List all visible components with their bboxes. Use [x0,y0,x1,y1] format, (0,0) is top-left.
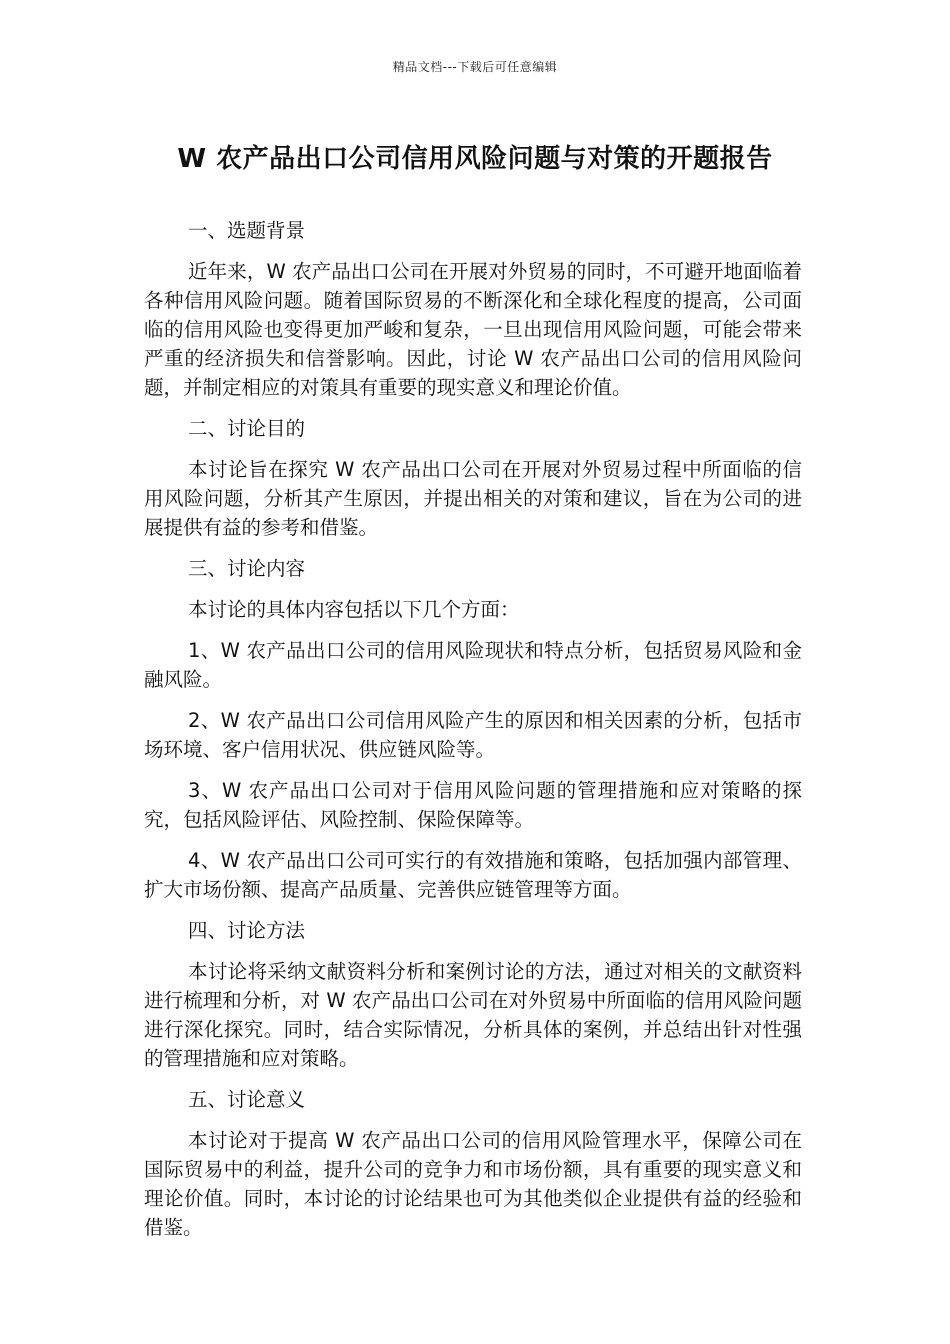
list-item: 3、W 农产品出口公司对于信用风险问题的管理措施和应对策略的探究，包括风险评估、风险控制、保险保障等。 [144,779,802,831]
list-item: 4、W 农产品出口公司可实行的有效措施和策略，包括加强内部管理、扩大市场份额、提高产品质量、完善供应链管理等方面。 [144,849,802,901]
list-item: 1、W 农产品出口公司的信用风险现状和特点分析，包括贸易风险和金融风险。 [144,639,802,691]
section-content [144,554,802,904]
paragraph: 本讨论对于提高 W 农产品出口公司的信用风险管理水平，保障公司在国际贸易中的利益，提升公司的竞争力和市场份额，具有重要的现实意义和理论价值。同时，本讨论的讨论结果也可为其他类似企业提供有益的经验和借鉴。 [144,1129,802,1239]
section-heading: 四、讨论方法 [188,919,306,942]
paragraph: 本讨论的具体内容包括以下几个方面： [188,598,520,621]
list-item: 2、W 农产品出口公司信用风险产生的原因和相关因素的分析，包括市场环境、客户信用状况、供应链风险等。 [144,709,802,761]
section-heading: 五、讨论意义 [188,1088,306,1111]
section-method [144,916,802,1073]
paragraph: 本讨论旨在探究 W 农产品出口公司在开展对外贸易过程中所面临的信用风险问题，分析其产生原因，并提出相关的对策和建议，旨在为公司的进展提供有益的参考和借鉴。 [144,458,802,539]
paragraph: 近年来，W 农产品出口公司在开展对外贸易的同时，不可避开地面临着各种信用风险问题。随着国际贸易的不断深化和全球化程度的提高，公司面临的信用风险也变得更加严峻和复杂，一旦出现信用风险问题，可能会带来严重的经济损失和信誉影响。因此，讨论 W 农产品出口公司的信用风险问题，并制定相应的对策具有重要的现实意义和理论价值。 [144,260,802,399]
section-significance [144,1085,802,1242]
section-background [144,216,802,402]
paragraph: 本讨论将采纳文献资料分析和案例讨论的方法，通过对相关的文献资料进行梳理和分析，对 W 农产品出口公司在对外贸易中所面临的信用风险问题进行深化探究。同时，结合实际情况，分析具体的案例，并总结出针对性强的管理措施和应对策略。 [144,960,802,1070]
header-note: 精品文档---下载后可任意编辑 [392,60,558,74]
section-purpose [144,414,802,542]
section-heading: 二、讨论目的 [188,417,306,440]
document-title: W 农产品出口公司信用风险问题与对策的开题报告 [177,144,773,174]
section-heading: 三、讨论内容 [188,557,306,580]
document-body [144,216,802,1254]
section-heading: 一、选题背景 [188,219,306,242]
